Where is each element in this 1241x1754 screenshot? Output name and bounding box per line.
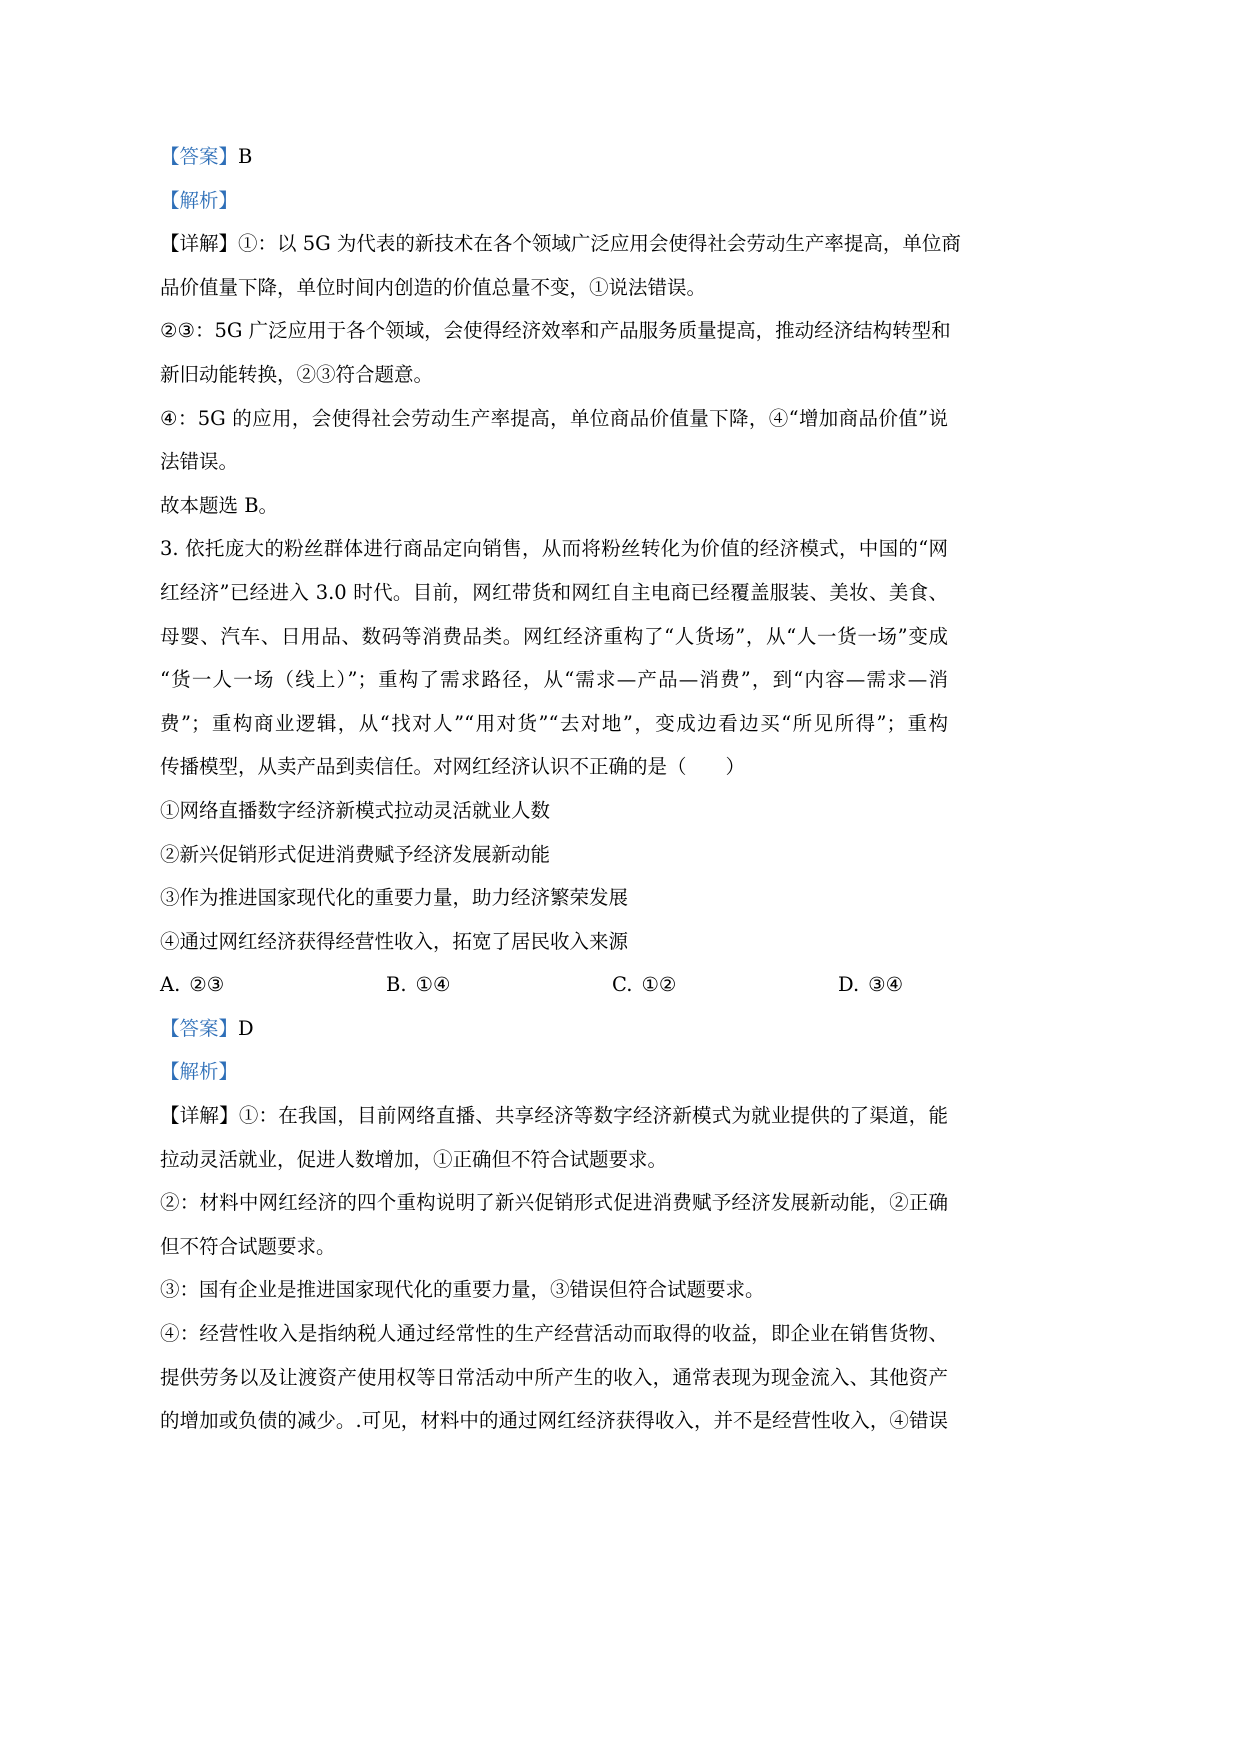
choice-row xyxy=(160,963,948,1007)
explanation-line: ②：材料中网红经济的四个重构说明了新兴促销形式促进消费赋予经济发展新动能，②正确 xyxy=(160,1191,948,1215)
question-stem-line: 3. 依托庞大的粉丝群体进行商品定向销售，从而将粉丝转化为价值的经济模式，中国的“网 xyxy=(160,537,948,561)
statement-item: ④通过网红经济获得经营性收入，拓宽了居民收入来源 xyxy=(160,929,629,953)
question-stem-line: 传播模型，从卖产品到卖信任。对网红经济认识不正确的是（ ） xyxy=(160,755,746,779)
explanation-line: 的增加或负债的减少。.可见，材料中的通过网红经济获得收入，并不是经营性收入，④错误 xyxy=(160,1409,948,1433)
explanation-line: ②③：5G 广泛应用于各个领域，会使得经济效率和产品服务质量提高，推动经济结构转型和 xyxy=(160,319,951,343)
analysis-label: 【解析】 xyxy=(160,1060,239,1084)
choice-text: ②③ xyxy=(189,973,225,997)
explanation-line: 提供劳务以及让渡资产使用权等日常活动中所产生的收入，通常表现为现金流入、其他资产 xyxy=(160,1365,948,1389)
question-stem-line: 母婴、汽车、日用品、数码等消费品类。网红经济重构了“人货场”，从“人一货一场”变成 xyxy=(160,624,948,648)
question-stem-line: 费”；重构商业逻辑，从“找对人”“用对货”“去对地”，变成边看边买“所见所得”；重构 xyxy=(160,711,948,735)
analysis-line xyxy=(160,1050,948,1094)
explanation-line: ④：经营性收入是指纳税人通过经常性的生产经营活动而取得的收益，即企业在销售货物、 xyxy=(160,1322,948,1346)
explanation-line: 法错误。 xyxy=(160,450,239,474)
choice-option xyxy=(386,963,612,1007)
answer-line xyxy=(160,135,948,179)
choice-option xyxy=(838,963,948,1007)
conclusion-line: 故本题选 B。 xyxy=(160,493,279,517)
explanation-line: 【详解】①：以 5G 为代表的新技术在各个领域广泛应用会使得社会劳动生产率提高，单位商 xyxy=(160,232,961,256)
choice-letter: D. xyxy=(838,973,860,997)
statement-item: ②新兴促销形式促进消费赋予经济发展新动能 xyxy=(160,842,551,866)
choice-letter: B. xyxy=(386,973,407,997)
explanation-line: ④：5G 的应用，会使得社会劳动生产率提高，单位商品价值量下降，④“增加商品价值”说 xyxy=(160,406,948,430)
choice-option xyxy=(160,963,386,1007)
explanation-line: 但不符合试题要求。 xyxy=(160,1234,336,1258)
statement-item: ①网络直播数字经济新模式拉动灵活就业人数 xyxy=(160,798,551,822)
answer-line xyxy=(160,1007,948,1051)
explanation-line: 【详解】①：在我国，目前网络直播、共享经济等数字经济新模式为就业提供的了渠道，能 xyxy=(160,1104,948,1128)
choice-letter: A. xyxy=(160,973,181,997)
answer-value: B xyxy=(238,145,253,168)
analysis-line xyxy=(160,179,948,223)
analysis-label: 【解析】 xyxy=(160,188,239,212)
answer-label: 【答案】 xyxy=(160,1016,239,1040)
choice-text: ③④ xyxy=(868,973,904,997)
explanation-line: 品价值量下降，单位时间内创造的价值总量不变，①说法错误。 xyxy=(160,275,707,299)
question-stem-line: “货一人一场（线上）”；重构了需求路径，从“需求—产品—消费”，到“内容—需求—消 xyxy=(160,668,948,692)
choice-option xyxy=(612,963,838,1007)
explanation-line: 新旧动能转换，②③符合题意。 xyxy=(160,362,434,386)
choice-letter: C. xyxy=(612,973,633,997)
choice-text: ①④ xyxy=(415,973,451,997)
statement-item: ③作为推进国家现代化的重要力量，助力经济繁荣发展 xyxy=(160,886,629,910)
explanation-line: ③：国有企业是推进国家现代化的重要力量，③错误但符合试题要求。 xyxy=(160,1278,765,1302)
explanation-line: 拉动灵活就业，促进人数增加，①正确但不符合试题要求。 xyxy=(160,1147,668,1171)
question-stem-line: 红经济”已经进入 3.0 时代。目前，网红带货和网红自主电商已经覆盖服装、美妆、美食、 xyxy=(160,580,948,604)
page-content xyxy=(160,135,961,1443)
choice-text: ①② xyxy=(641,973,677,997)
answer-value: D xyxy=(238,1016,254,1040)
answer-label: 【答案】 xyxy=(160,145,239,168)
